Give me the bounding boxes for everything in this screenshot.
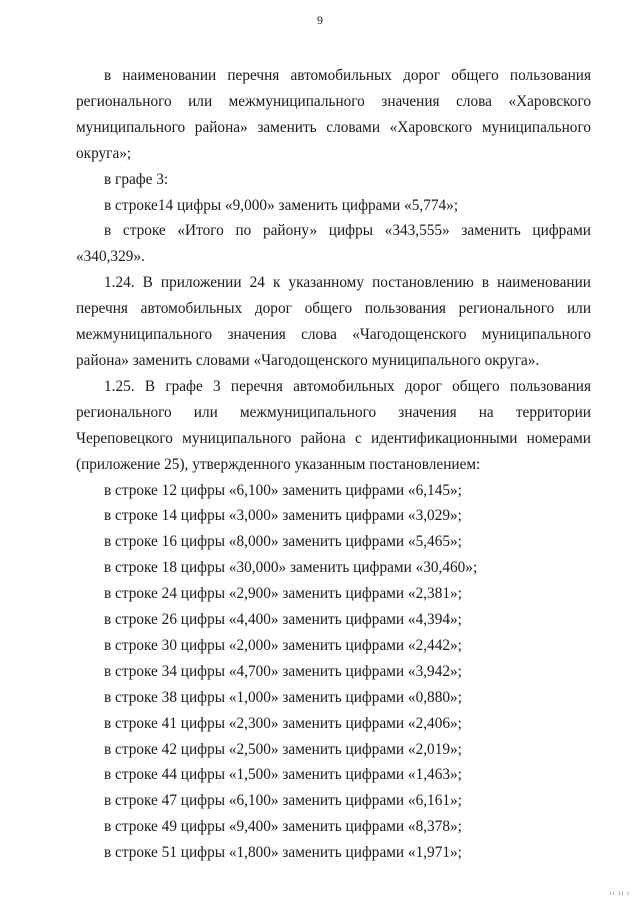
replacement-line: в строке 12 цифры «6,100» заменить цифрами «6,145»;	[104, 481, 462, 499]
replacement-line: в строке 41 цифры «2,300» заменить цифрами «2,406»;	[104, 714, 462, 732]
replacement-line: в строке 38 цифры «1,000» заменить цифрами «0,880»;	[104, 688, 462, 706]
page-number: 9	[317, 13, 323, 27]
paragraph-district-total: в строке «Итого по району» цифры «343,555» заменить цифрами «340,329».	[76, 222, 591, 266]
replacement-line: в строке 42 цифры «2,500» заменить цифрами «2,019»;	[104, 740, 462, 758]
replacement-line: в строке 18 цифры «30,000» заменить цифрами «30,460»;	[104, 559, 478, 577]
replacement-line: в строке 34 цифры «4,700» заменить цифрами «3,942»;	[104, 662, 462, 680]
replacement-line: в строке 16 цифры «8,000» заменить цифрами «5,465»;	[104, 533, 462, 551]
replacement-line: в строке 49 цифры «9,400» заменить цифрами «8,378»;	[104, 818, 462, 836]
replacement-list	[76, 478, 591, 867]
paragraph-row-14: в строке14 цифры «9,000» заменить цифрами «5,774»;	[104, 196, 459, 214]
replacement-line: в строке 51 цифры «1,800» заменить цифрами «1,971»;	[104, 844, 462, 862]
paragraph-1-25: 1.25. В графе 3 перечня автомобильных дорог общего пользования регионального или межмуниципального значения на территории Череповецкого муниципального района с идентификационными номерами (приложение 25), утвержденного указанным постановлением:	[76, 377, 591, 473]
paragraph-1-24: 1.24. В приложении 24 к указанному постановлению в наименовании перечня автомобильных дорог общего пользования регионального или межмуниципального значения слова «Чагодощенского муниципального района» заменить словами «Чагодощенского муниципального округа».	[76, 274, 591, 369]
document-body	[76, 63, 591, 866]
replacement-line: в строке 30 цифры «2,000» заменить цифрами «2,442»;	[104, 636, 462, 654]
replacement-line: в строке 26 цифры «4,400» заменить цифрами «4,394»;	[104, 611, 462, 629]
replacement-line: в строке 47 цифры «6,100» заменить цифрами «6,161»;	[104, 792, 462, 810]
replacement-line: в строке 24 цифры «2,900» заменить цифрами «2,381»;	[104, 585, 462, 603]
replacement-line: в строке 14 цифры «3,000» заменить цифрами «3,029»;	[104, 507, 462, 525]
footer-marks: ıı ıı ı	[609, 889, 630, 897]
paragraph-harovsky-title: в наименовании перечня автомобильных дорог общего пользования регионального или межмуниципального значения слова «Харовского муниципального района» заменить словами «Харовского муниципального округа»;	[76, 67, 591, 162]
replacement-line: в строке 44 цифры «1,500» заменить цифрами «1,463»;	[104, 766, 462, 784]
paragraph-column-3: в графе 3:	[104, 170, 169, 188]
